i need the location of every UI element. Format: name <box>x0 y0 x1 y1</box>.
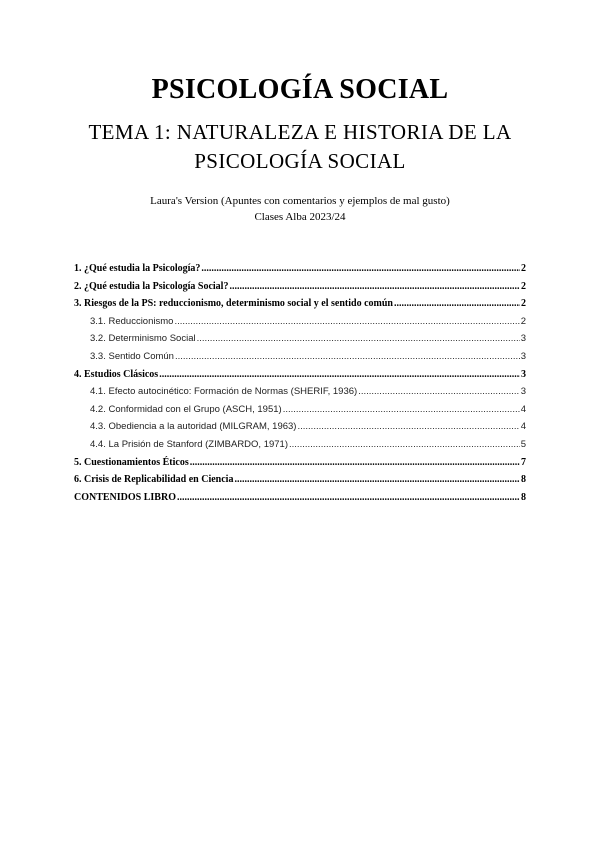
toc-entry[interactable] <box>74 439 526 457</box>
toc-entry[interactable] <box>74 298 526 316</box>
toc-entry-page: 2 <box>520 315 526 327</box>
toc-entry[interactable] <box>74 333 526 351</box>
toc-entry[interactable] <box>74 351 526 369</box>
toc-dot-leader <box>283 404 520 415</box>
toc-dot-leader <box>190 457 520 468</box>
toc-entry[interactable] <box>74 316 526 334</box>
toc-dot-leader <box>177 492 520 503</box>
toc-entry-label: 3. Riesgos de la PS: reduccionismo, determinismo social y el sentido común <box>74 298 393 310</box>
toc-dot-leader <box>289 439 520 450</box>
toc-entry-label: 4. Estudios Clásicos <box>74 368 159 380</box>
toc-dot-leader <box>358 386 520 397</box>
toc-entry-label: 3.2. Determinismo Social <box>90 333 196 345</box>
toc-entry-label: 4.3. Obediencia a la autoridad (MILGRAM, 1963) <box>90 421 297 433</box>
toc-entry-label: 5. Cuestionamientos Éticos <box>74 456 189 468</box>
toc-dot-leader <box>201 263 520 274</box>
toc-entry-page: 3 <box>521 368 526 380</box>
toc-entry[interactable] <box>74 386 526 404</box>
toc-entry-label: 1. ¿Qué estudia la Psicología? <box>74 263 201 274</box>
toc-entry[interactable] <box>74 281 526 299</box>
toc-entry-page: 3 <box>520 333 526 345</box>
toc-dot-leader <box>159 369 520 380</box>
toc-entry-page: 2 <box>521 280 526 292</box>
toc-entry-page: 8 <box>521 474 526 486</box>
toc-entry-label: 3.3. Sentido Común <box>90 350 174 362</box>
table-of-contents <box>74 263 526 509</box>
toc-entry[interactable] <box>74 404 526 422</box>
toc-entry-label: 4.4. La Prisión de Stanford (ZIMBARDO, 1971) <box>90 438 289 450</box>
toc-dot-leader <box>394 298 520 309</box>
toc-dot-leader <box>234 474 520 485</box>
toc-entry-label: 4.2. Conformidad con el Grupo (ASCH, 1951) <box>90 403 282 415</box>
classes-note: Clases Alba 2023/24 <box>254 211 346 223</box>
document-subtitle: TEMA 1: NATURALEZA E HISTORIA DE LA PSICOLOGÍA SOCIAL <box>88 120 512 173</box>
toc-entry-page: 3 <box>520 386 526 398</box>
toc-entry[interactable] <box>74 457 526 475</box>
toc-entry-label: 3.1. Reduccionismo <box>90 315 174 327</box>
toc-dot-leader <box>175 351 520 362</box>
document-title: PSICOLOGÍA SOCIAL <box>151 74 449 105</box>
toc-entry-page: 2 <box>521 298 526 310</box>
toc-entry-label: 4.1. Efecto autocinético: Formación de Normas (SHERIF, 1936) <box>90 386 358 398</box>
toc-entry-page: 2 <box>521 263 526 274</box>
toc-entry[interactable] <box>74 421 526 439</box>
toc-entry-page: 3 <box>520 350 526 362</box>
toc-entry-label: CONTENIDOS LIBRO <box>74 491 176 503</box>
toc-entry-page: 4 <box>520 421 526 433</box>
toc-entry-page: 4 <box>520 403 526 415</box>
toc-entry-label: 6. Crisis de Replicabilidad en Ciencia <box>74 474 234 486</box>
toc-dot-leader <box>229 281 520 292</box>
version-note: Laura's Version (Apuntes con comentarios y ejemplos de mal gusto) <box>150 195 450 207</box>
toc-dot-leader <box>197 333 520 344</box>
toc-entry[interactable] <box>74 492 526 510</box>
toc-entry-page: 8 <box>521 491 526 503</box>
toc-entry[interactable] <box>74 263 526 281</box>
toc-dot-leader <box>174 316 519 327</box>
toc-dot-leader <box>297 421 519 432</box>
toc-entry-page: 5 <box>520 438 526 450</box>
toc-entry[interactable] <box>74 369 526 387</box>
toc-entry-page: 7 <box>521 456 526 468</box>
toc-entry-label: 2. ¿Qué estudia la Psicología Social? <box>74 280 229 292</box>
toc-entry[interactable] <box>74 474 526 492</box>
